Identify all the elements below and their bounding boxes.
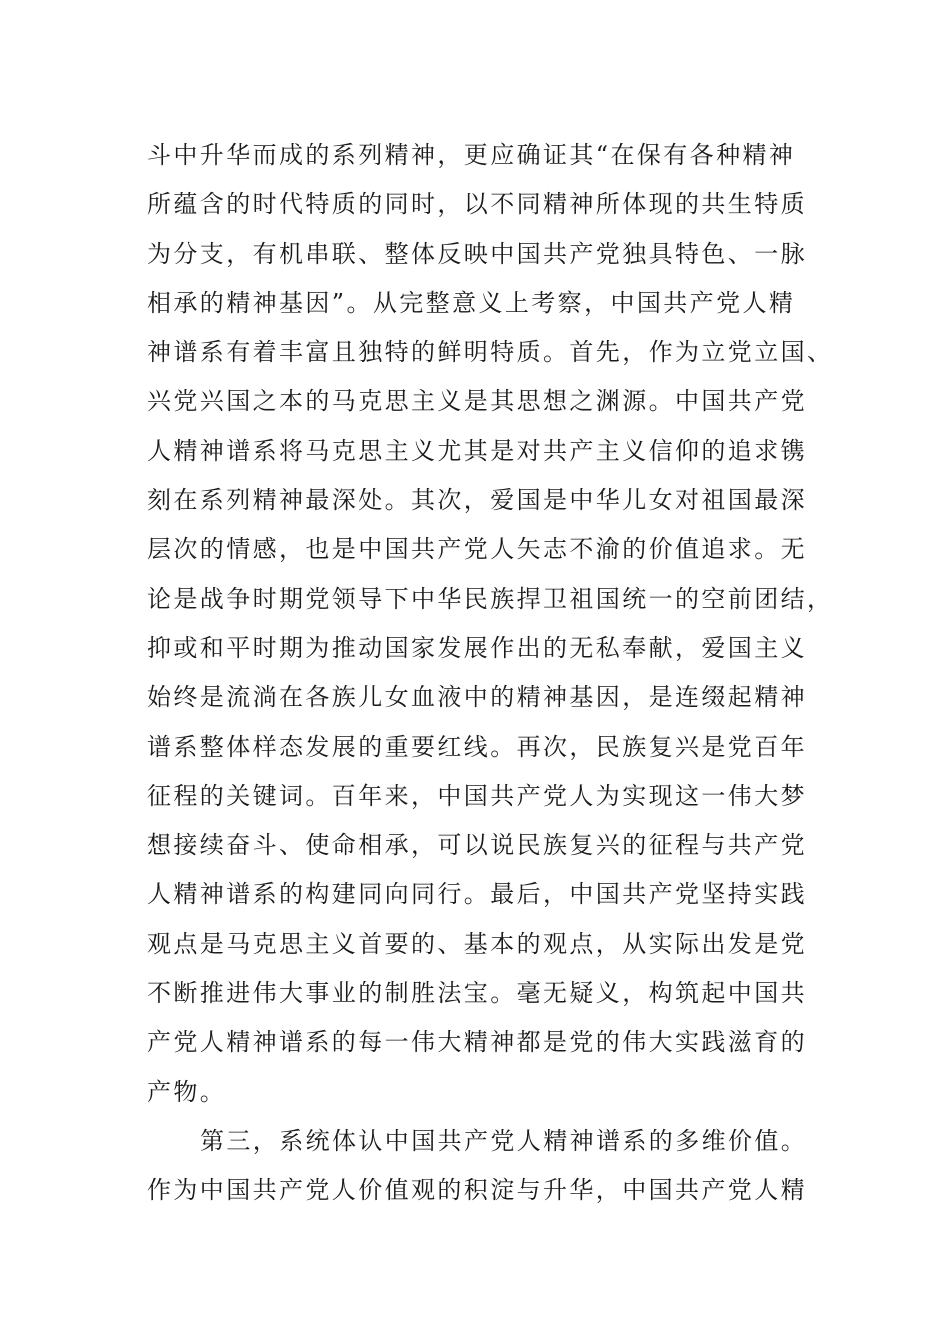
text-line: 斗中升华而成的系列精神，更应确证其“在保有各种精神 — [147, 141, 796, 169]
text-line: 论是战争时期党领导下中华民族捍卫祖国统一的空前团结， — [147, 584, 834, 613]
text-line: 不断推进伟大事业的制胜法宝。毫无疑义，构筑起中国共 — [147, 979, 807, 1008]
text-line: 始终是流淌在各族儿女血液中的精神基因，是连缀起精神 — [147, 683, 807, 712]
text-line: 产党人精神谱系的每一伟大精神都是党的伟大实践滋育的 — [147, 1028, 807, 1057]
text-line: 神谱系有着丰富且独特的鲜明特质。首先，作为立党立国、 — [147, 338, 834, 367]
text-line: 层次的情感，也是中国共产党人矢志不渝的价值追求。无 — [147, 535, 807, 564]
text-line: 抑或和平时期为推动国家发展作出的无私奉献，爱国主义 — [147, 633, 807, 662]
text-line: 产物。 — [147, 1077, 227, 1106]
text-line: 人精神谱系的构建同向同行。最后，中国共产党坚持实践 — [147, 880, 807, 909]
text-line: 作为中国共产党人价值观的积淀与升华，中国共产党人精 — [147, 1176, 807, 1205]
body-text — [147, 131, 834, 1216]
text-line: 征程的关键词。百年来，中国共产党人为实现这一伟大梦 — [147, 781, 807, 810]
text-line: 刻在系列精神最深处。其次，爱国是中华儿女对祖国最深 — [147, 486, 807, 515]
text-line: 想接续奋斗、使命相承，可以说民族复兴的征程与共产党 — [147, 831, 807, 860]
text-line: 观点是马克思主义首要的、基本的观点，从实际出发是党 — [147, 929, 807, 958]
text-line: 人精神谱系将马克思主义尤其是对共产主义信仰的追求镌 — [147, 436, 807, 465]
text-line: 所蕴含的时代特质的同时，以不同精神所体现的共生特质 — [147, 190, 807, 219]
text-line: 相承的精神基因”。从完整意义上考察，中国共产党人精 — [147, 288, 796, 317]
text-line: 谱系整体样态发展的重要红线。再次，民族复兴是党百年 — [147, 732, 807, 761]
text-line: 为分支，有机串联、整体反映中国共产党独具特色、一脉 — [147, 239, 807, 268]
text-line: 兴党兴国之本的马克思主义是其思想之渊源。中国共产党 — [147, 387, 807, 416]
paragraph-start-line: 第三，系统体认中国共产党人精神谱系的多维价值。 — [200, 1126, 808, 1155]
